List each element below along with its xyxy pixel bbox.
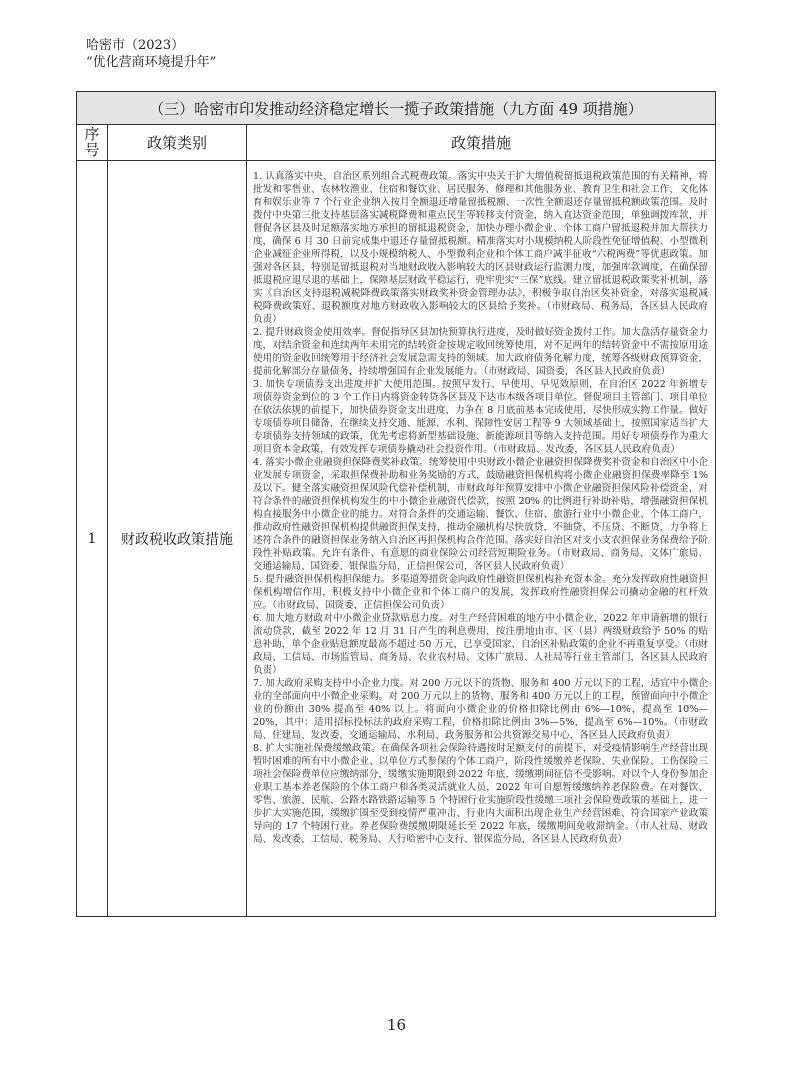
measure-5: 5. 提升融资担保机构担保能力。多渠道筹措资金向政府性融资担保机构补充资本金。充分发挥政府性融资担保机构增信作用，积极支持中小微企业和个体工商户的发展，发挥政府性融资担保公司撬动金融的杠杆效应。（市财政局、国资委，正信担保公司负责）: [253, 574, 708, 611]
measure-2: 2. 提升财政资金使用效率。督促指导区县加快预算执行进度，及时做好资金拨付工作。加大盘活存量资金力度，对结余资金和连续两年未用完的结转资金按规定收回统筹使用，对不足两年的结转资金中不需按原用途使用的资金收回统筹用于经济社会发展急需支持的领域。加大政府债务化解力度，统筹各级财政预算资金，提前化解部分存量债务，持续增强国有企业发展能力。（市财政局、国资委，各区县人民政府负责）: [253, 327, 708, 377]
measure-1: 1. 认真落实中央、自治区系列组合式税费政策。落实中央关于扩大增值税留抵退税政策范围的有关精神，将批发和零售业、农林牧渔业、住宿和餐饮业、居民服务、修理和其他服务业、教育卫生和社会工作、文化体育和娱乐业等 7 个行业企业纳入按月全额退还增量留抵税额、一次性全额退还存量留抵税额政策范围。及时拨付中央第三批支持基层落实减税降费和重点民生等转移支付资金，纳入直达资金范围，单独调拨库款，并督促各区县及时足额落实地方承担的留抵退税资金，加快办理小微企业、个体工商户留抵退税并加大帮扶力度，确保 6 月 30 日前完成集中退还存量留抵税额。精准落实对小规模纳税人阶段性免征增值税、小型微利企业减征企业所得税，以及小规模纳税人、小型微利企业和个体工商户减半征收“六税两费”等优惠政策。加强对各区县，特别是留抵退税对当地财政收入影响较大的区县财政运行监测力度，加强库款调度，在确保留抵退税应退尽退的基础上，保障基层财政平稳运行，兜牢兜实“三保”底线。建立留抵退税政策奖补机制，落实《自治区支持退税减税降费政策落实财政奖补资金管理办法》，积极争取自治区奖补资金，对落实退税减税降费政策好、退税额度对地方财政收入影响较大的区县给予奖补。（市财政局、税务局，各区县人民政府负责）: [253, 171, 708, 325]
measure-6: 6. 加大地方财政对中小微企业贷款贴息力度。对生产经营困难的地方中小微企业，2022 年申请新增的银行流动贷款，截至 2022 年 12 月 31 日产生的利息费用，按注册地由市、区（县）两级财政给予 50% 的贴息补助，单个企业贴息额度最高不超过 50 万元，已享受国家、自治区补贴政策的企业不再重复享受。（市财政局、工信局、市场监管局、商务局、农业农村局、文体广旅局、人社局等行业主管部门，各区县人民政府负责）: [253, 613, 708, 676]
measure-3: 3. 加快专项债券支出进度并扩大使用范围。按照早发行、早使用、早见效原则，在自治区 2022 年新增专项债券资金到位的 3 个工作日内将资金转贷各区县及下达市本级各项目单位。督促项目主管部门、项目单位在依法依规的前提下，加快债券资金支出进度，力争在 8 月底前基本完成使用，尽快形成实物工作量。做好专项债券项目储备，在继续支持交通、能源、水利、保障性安居工程等 9 大领域基础上，按照国家适当扩大专项债券支持领域的政策，优先考虑将新型基础设施、新能源项目等纳入支持范围。用好专项债券作为重大项目资本金政策，有效发挥专项债券撬动社会投资作用。（市财政局、发改委，各区县人民政府负责）: [253, 379, 708, 455]
row-category: 财政税收政策措施: [121, 531, 233, 548]
document-header: [86, 37, 216, 71]
measure-4: 4. 落实小微企业融资担保降费奖补政策。统筹使用中央财政小微企业融资担保降费奖补资金和自治区中小企业发展专项资金，采取担保费补助和业务奖励的方式，鼓励融资担保机构将小微企业融资担保费率降至 1% 及以下。健全落实融资担保风险代偿补偿机制，市财政每年预算安排中小微企业融资担保风险补偿资金，对符合条件的融资担保机构发生的中小微企业融资代偿款，按照 20% 的比例进行补助补贴，增强融资担保机构直接服务中小微企业的能力。对符合条件的交通运输、餐饮、住宿、旅游行业中小微企业、个体工商户，推动政府性融资担保机构提供融资担保支持，推动金融机构尽快放贷，不抽贷、不压贷、不断贷，力争将上述符合条件的融资担保业务纳入自治区再担保机构合作范围。落实好自治区对支小支农担保业务保费给予阶段性补贴政策。允许有条件、有意愿的商业保险公司经营短期险业务。（市财政局、商务局、文体广旅局、交通运输局、国资委、银保监分局，正信担保公司，各区县人民政府负责）: [253, 457, 708, 572]
measure-8: 8. 扩大实施社保费缓缴政策。在确保各项社会保险待遇按时足额支付的前提下，对受疫情影响生产经营出现暂时困难的所有中小微企业、以单位方式参保的个体工商户，阶段性缓缴养老保险、失业保险、工伤保险三项社会保险费单位应缴纳部分，缓缴实施期限到 2022 年底，缓缴期间征信不受影响。对以个人身份参加企业职工基本养老保险的个体工商户和各类灵活就业人员，2022 年可自愿暂缓缴纳养老保险费。在对餐饮、零售、旅游、民航、公路水路铁路运输等 5 个特困行业实施阶段性缓缴三项社会保险费政策的基础上，进一步扩大实施范围，缓缴扩围至受到疫情严重冲击、行业内大面积出现企业生产经营困难、符合国家产业政策导向的 17 个特困行业。养老保险费缓缴期限延长至 2022 年底，缓缴期间免收滞纳金。（市人社局、财政局、发改委、工信局、税务局、人行哈密中心支行、银保监分局，各区县人民政府负责）: [253, 743, 708, 845]
header-line-campaign: “优化营商环境提升年”: [86, 55, 217, 70]
column-divider-category: [246, 124, 247, 916]
header-no-line1: 序: [84, 125, 100, 143]
header-line-city: 哈密市（2023）: [86, 38, 185, 53]
header-no: [77, 124, 107, 160]
table-title: （三）哈密市印发推动经济稳定增长一揽子政策措施（九方面 49 项措施）: [77, 92, 715, 125]
row-number: 1: [87, 530, 97, 547]
header-measures: 政策措施: [450, 133, 511, 152]
row-measures: [253, 170, 708, 846]
table-header-row: [77, 124, 715, 161]
policy-table: [76, 91, 716, 917]
page-number: 16: [386, 1016, 407, 1034]
header-no-line2: 号: [84, 141, 100, 159]
measure-7: 7. 加大政府采购支持中小企业力度。对 200 万元以下的货物、服务和 400 万元以下的工程，适宜中小微企业的全部面向中小微企业采购。对 200 万元以上的货物、服务和 400 万元以上的工程，预留面向中小微企业的份额由 30% 提高至 40% 以上。将面向小微企业的价格扣除比例由 6%—10%，提高至 10%—20%，其中：适用招标投标法的政府采购工程，价格扣除比例由 3%—5%，提高至 6%—10%。（市财政局、住建局、发改委、交通运输局、水利局、政务服务和公共资源交易中心，各区县人民政府负责）: [253, 678, 708, 741]
header-category: 政策类别: [146, 133, 207, 152]
